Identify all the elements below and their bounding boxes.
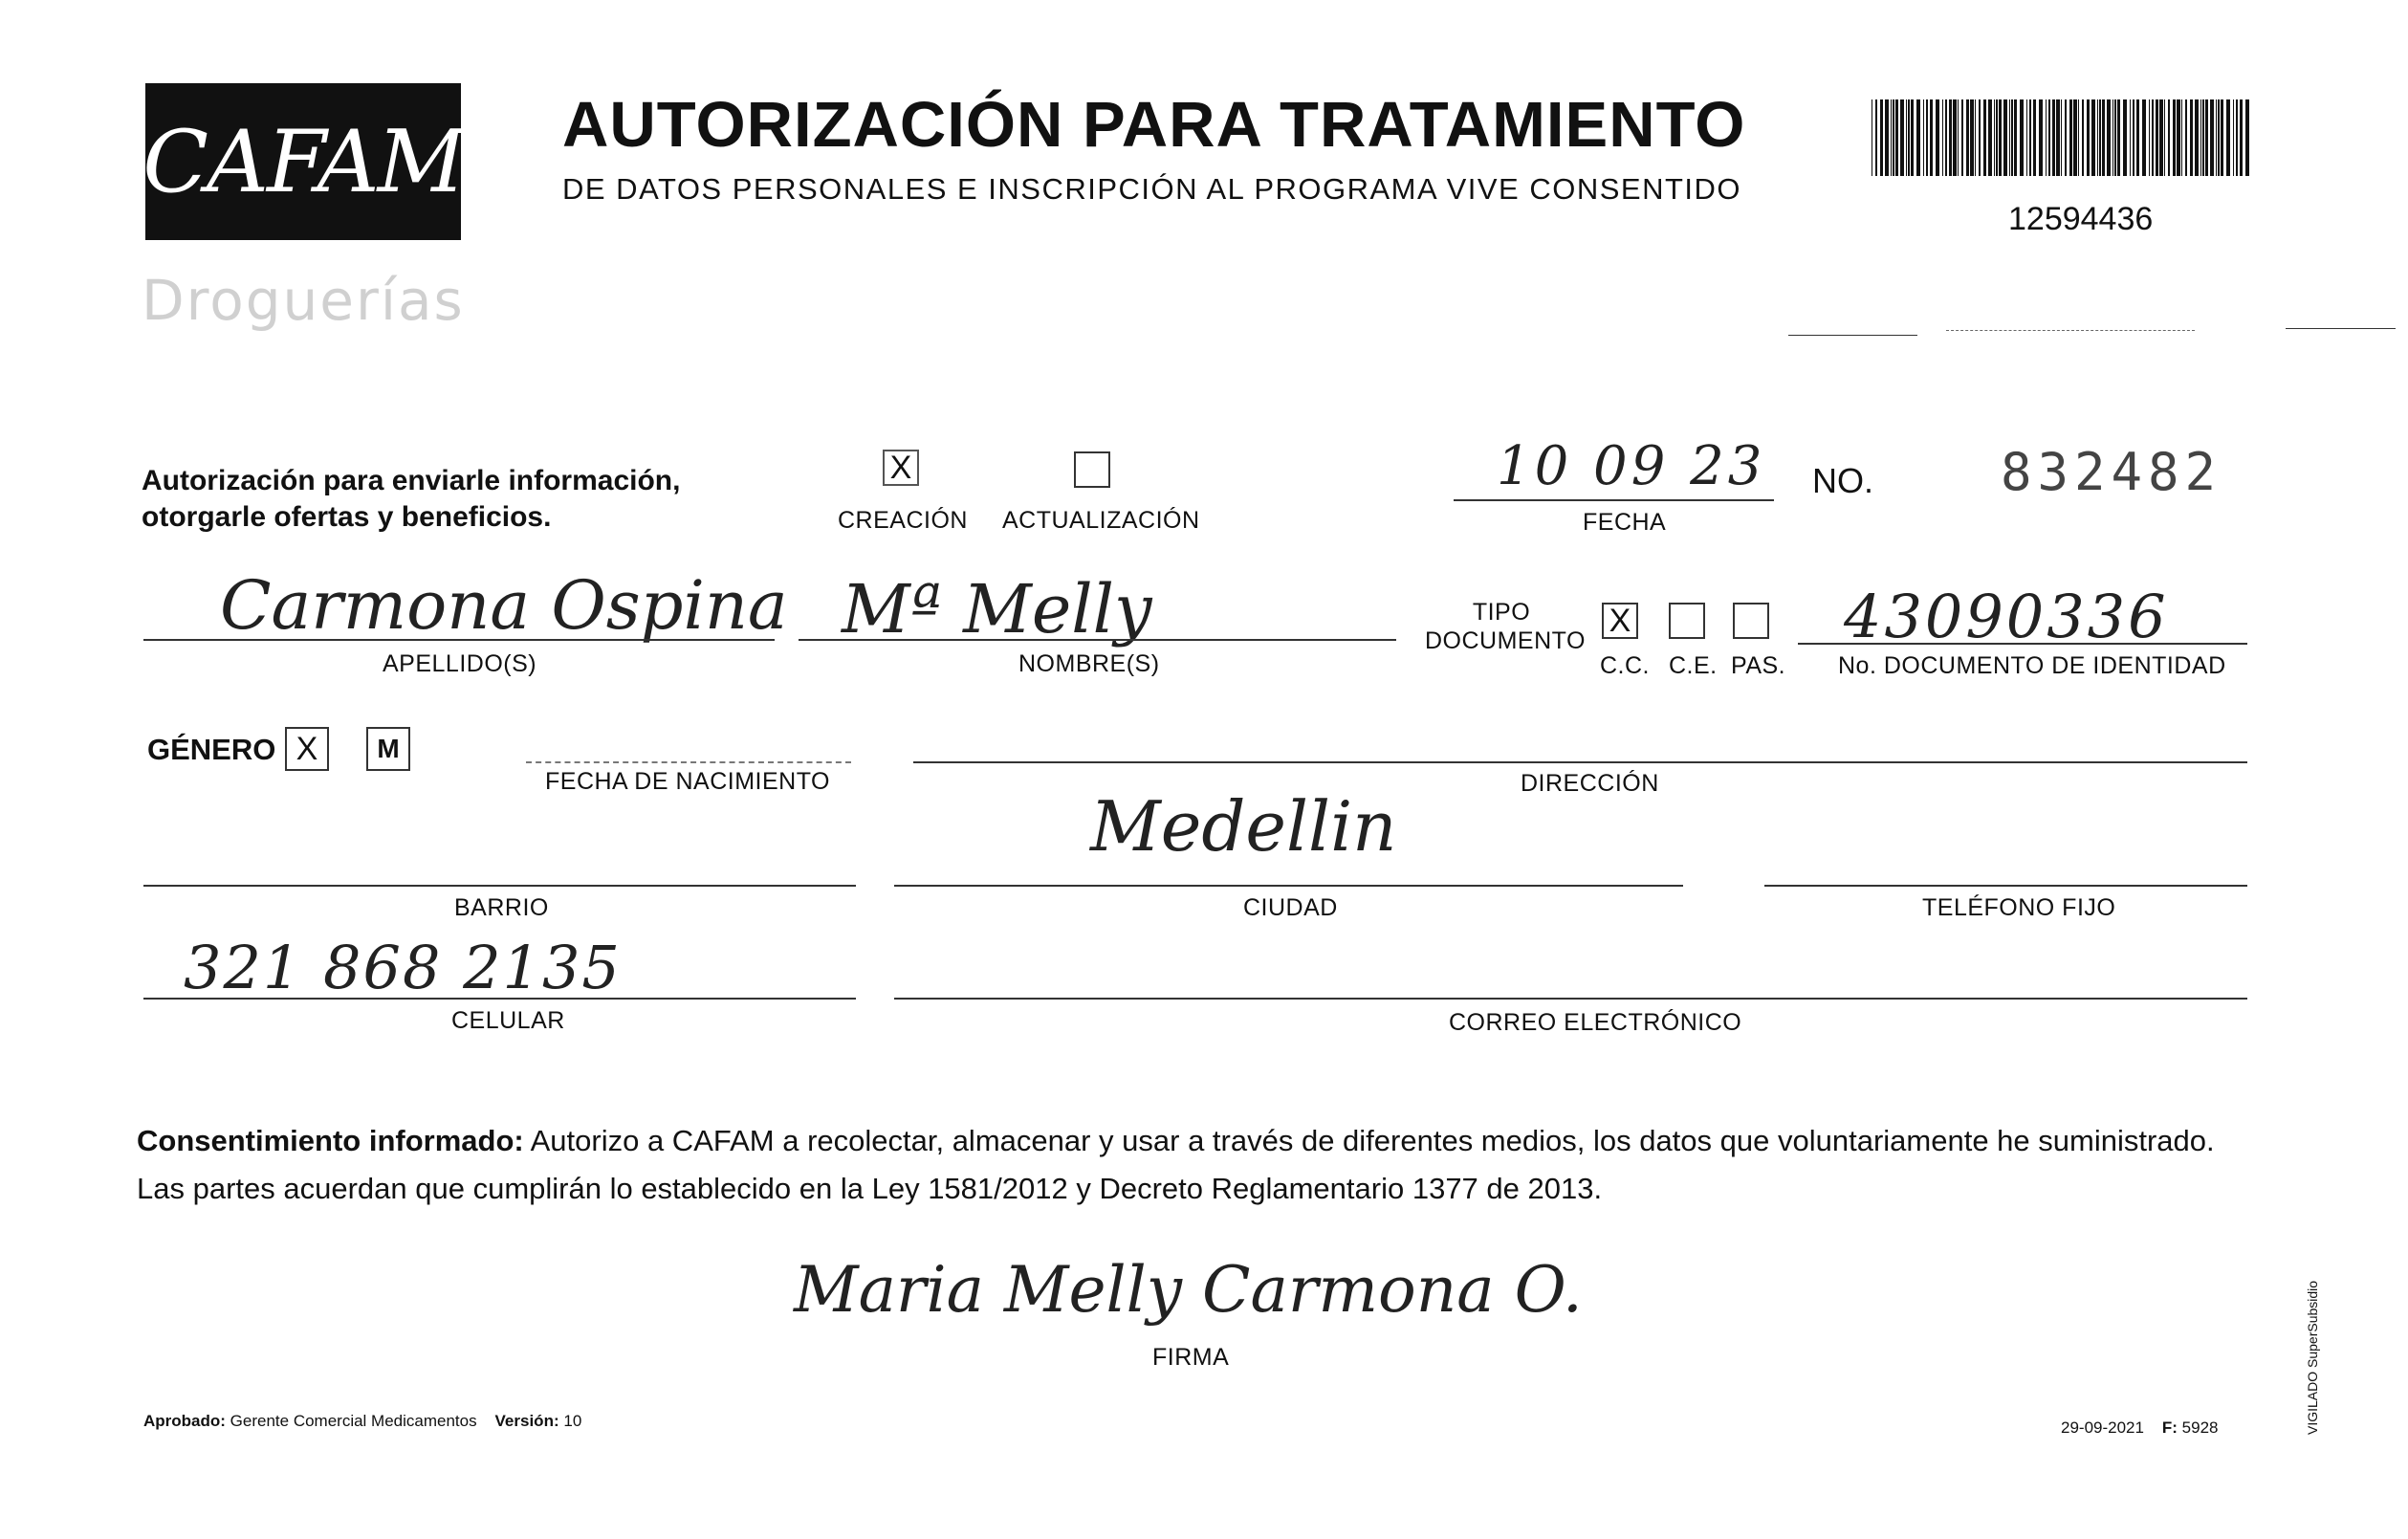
genero-m-checkbox[interactable] xyxy=(366,727,410,771)
logo-subtitle: Droguerías xyxy=(142,268,465,333)
ce-checkbox[interactable] xyxy=(1669,603,1705,639)
f-mark: X xyxy=(296,731,318,767)
apellidos-value: Carmona Ospina xyxy=(220,566,788,645)
creacion-label: CREACIÓN xyxy=(838,507,968,534)
cc-label: C.C. xyxy=(1600,652,1650,679)
no-label: NO. xyxy=(1812,461,1874,500)
nombres-label: NOMBRE(S) xyxy=(1018,650,1160,677)
fecha-value: 10 09 23 xyxy=(1497,435,1766,497)
serial-number: 12594436 xyxy=(2008,201,2154,237)
documento-label: No. DOCUMENTO DE IDENTIDAD xyxy=(1838,652,2226,679)
consent-text-1: Autorizo a CAFAM a recolectar, almacenar y usar a través de diferentes medios, los datos que voluntariamente he suministrado. xyxy=(523,1124,2215,1157)
signature-label: FIRMA xyxy=(1152,1344,1230,1371)
footer-date: 29-09-2021 F: 5928 xyxy=(2061,1418,2219,1437)
consent-text-2: Las partes acuerdan que cumplirán lo establecido en la Ley 1581/2012 y Decreto Reglamentario 1377 de 2013. xyxy=(137,1172,1603,1205)
m-label: M xyxy=(377,734,400,763)
consent-paragraph xyxy=(137,1117,2269,1213)
creacion-mark: X xyxy=(889,450,912,486)
documento-value: 43090336 xyxy=(1844,582,2169,651)
cc-mark: X xyxy=(1609,603,1631,639)
fecha-label: FECHA xyxy=(1583,509,1667,536)
signature-value: Maria Melly Carmona O. xyxy=(794,1253,1583,1327)
logo-brand: CAFAM xyxy=(142,111,464,212)
correo-label: CORREO ELECTRÓNICO xyxy=(1449,1009,1742,1036)
pas-checkbox[interactable] xyxy=(1733,603,1769,639)
tipo-documento-label: TIPO DOCUMENTO xyxy=(1425,599,1586,654)
cc-checkbox[interactable] xyxy=(1602,603,1638,639)
no-value: 832482 xyxy=(2001,442,2222,502)
form-subtitle: DE DATOS PERSONALES E INSCRIPCIÓN AL PROGRAMA VIVE CONSENTIDO xyxy=(562,172,1742,206)
genero-label: GÉNERO xyxy=(147,733,276,766)
barrio-label: BARRIO xyxy=(454,894,549,921)
celular-label: CELULAR xyxy=(451,1007,565,1034)
footer-approval: Aprobado: Gerente Comercial Medicamentos Versión: 10 xyxy=(143,1412,582,1430)
celular-value: 321 868 2135 xyxy=(184,933,622,1002)
ce-label: C.E. xyxy=(1669,652,1718,679)
barcode xyxy=(1870,99,2252,176)
authorization-text: Autorización para enviarle información, otorgarle ofertas y beneficios. xyxy=(142,465,681,533)
telefono-label: TELÉFONO FIJO xyxy=(1922,894,2116,921)
actualizacion-checkbox[interactable] xyxy=(1074,451,1110,488)
ciudad-label: CIUDAD xyxy=(1243,894,1338,921)
creacion-checkbox[interactable] xyxy=(883,450,919,486)
direccion-label: DIRECCIÓN xyxy=(1521,770,1659,797)
vigilado-stamp: VIGILADO SuperSubsidio xyxy=(2305,1280,2320,1435)
pas-label: PAS. xyxy=(1731,652,1786,679)
genero-f-checkbox[interactable] xyxy=(285,727,329,771)
nombres-value: Mª Melly xyxy=(842,570,1152,649)
fecha-nacimiento-label: FECHA DE NACIMIENTO xyxy=(545,768,830,795)
cafam-logo xyxy=(142,83,464,240)
consent-heading: Consentimiento informado: xyxy=(137,1124,524,1157)
actualizacion-label: ACTUALIZACIÓN xyxy=(1002,507,1200,534)
apellidos-label: APELLIDO(S) xyxy=(383,650,537,677)
form-title: AUTORIZACIÓN PARA TRATAMIENTO xyxy=(562,89,1746,161)
ciudad-value: Medellin xyxy=(1090,786,1397,867)
